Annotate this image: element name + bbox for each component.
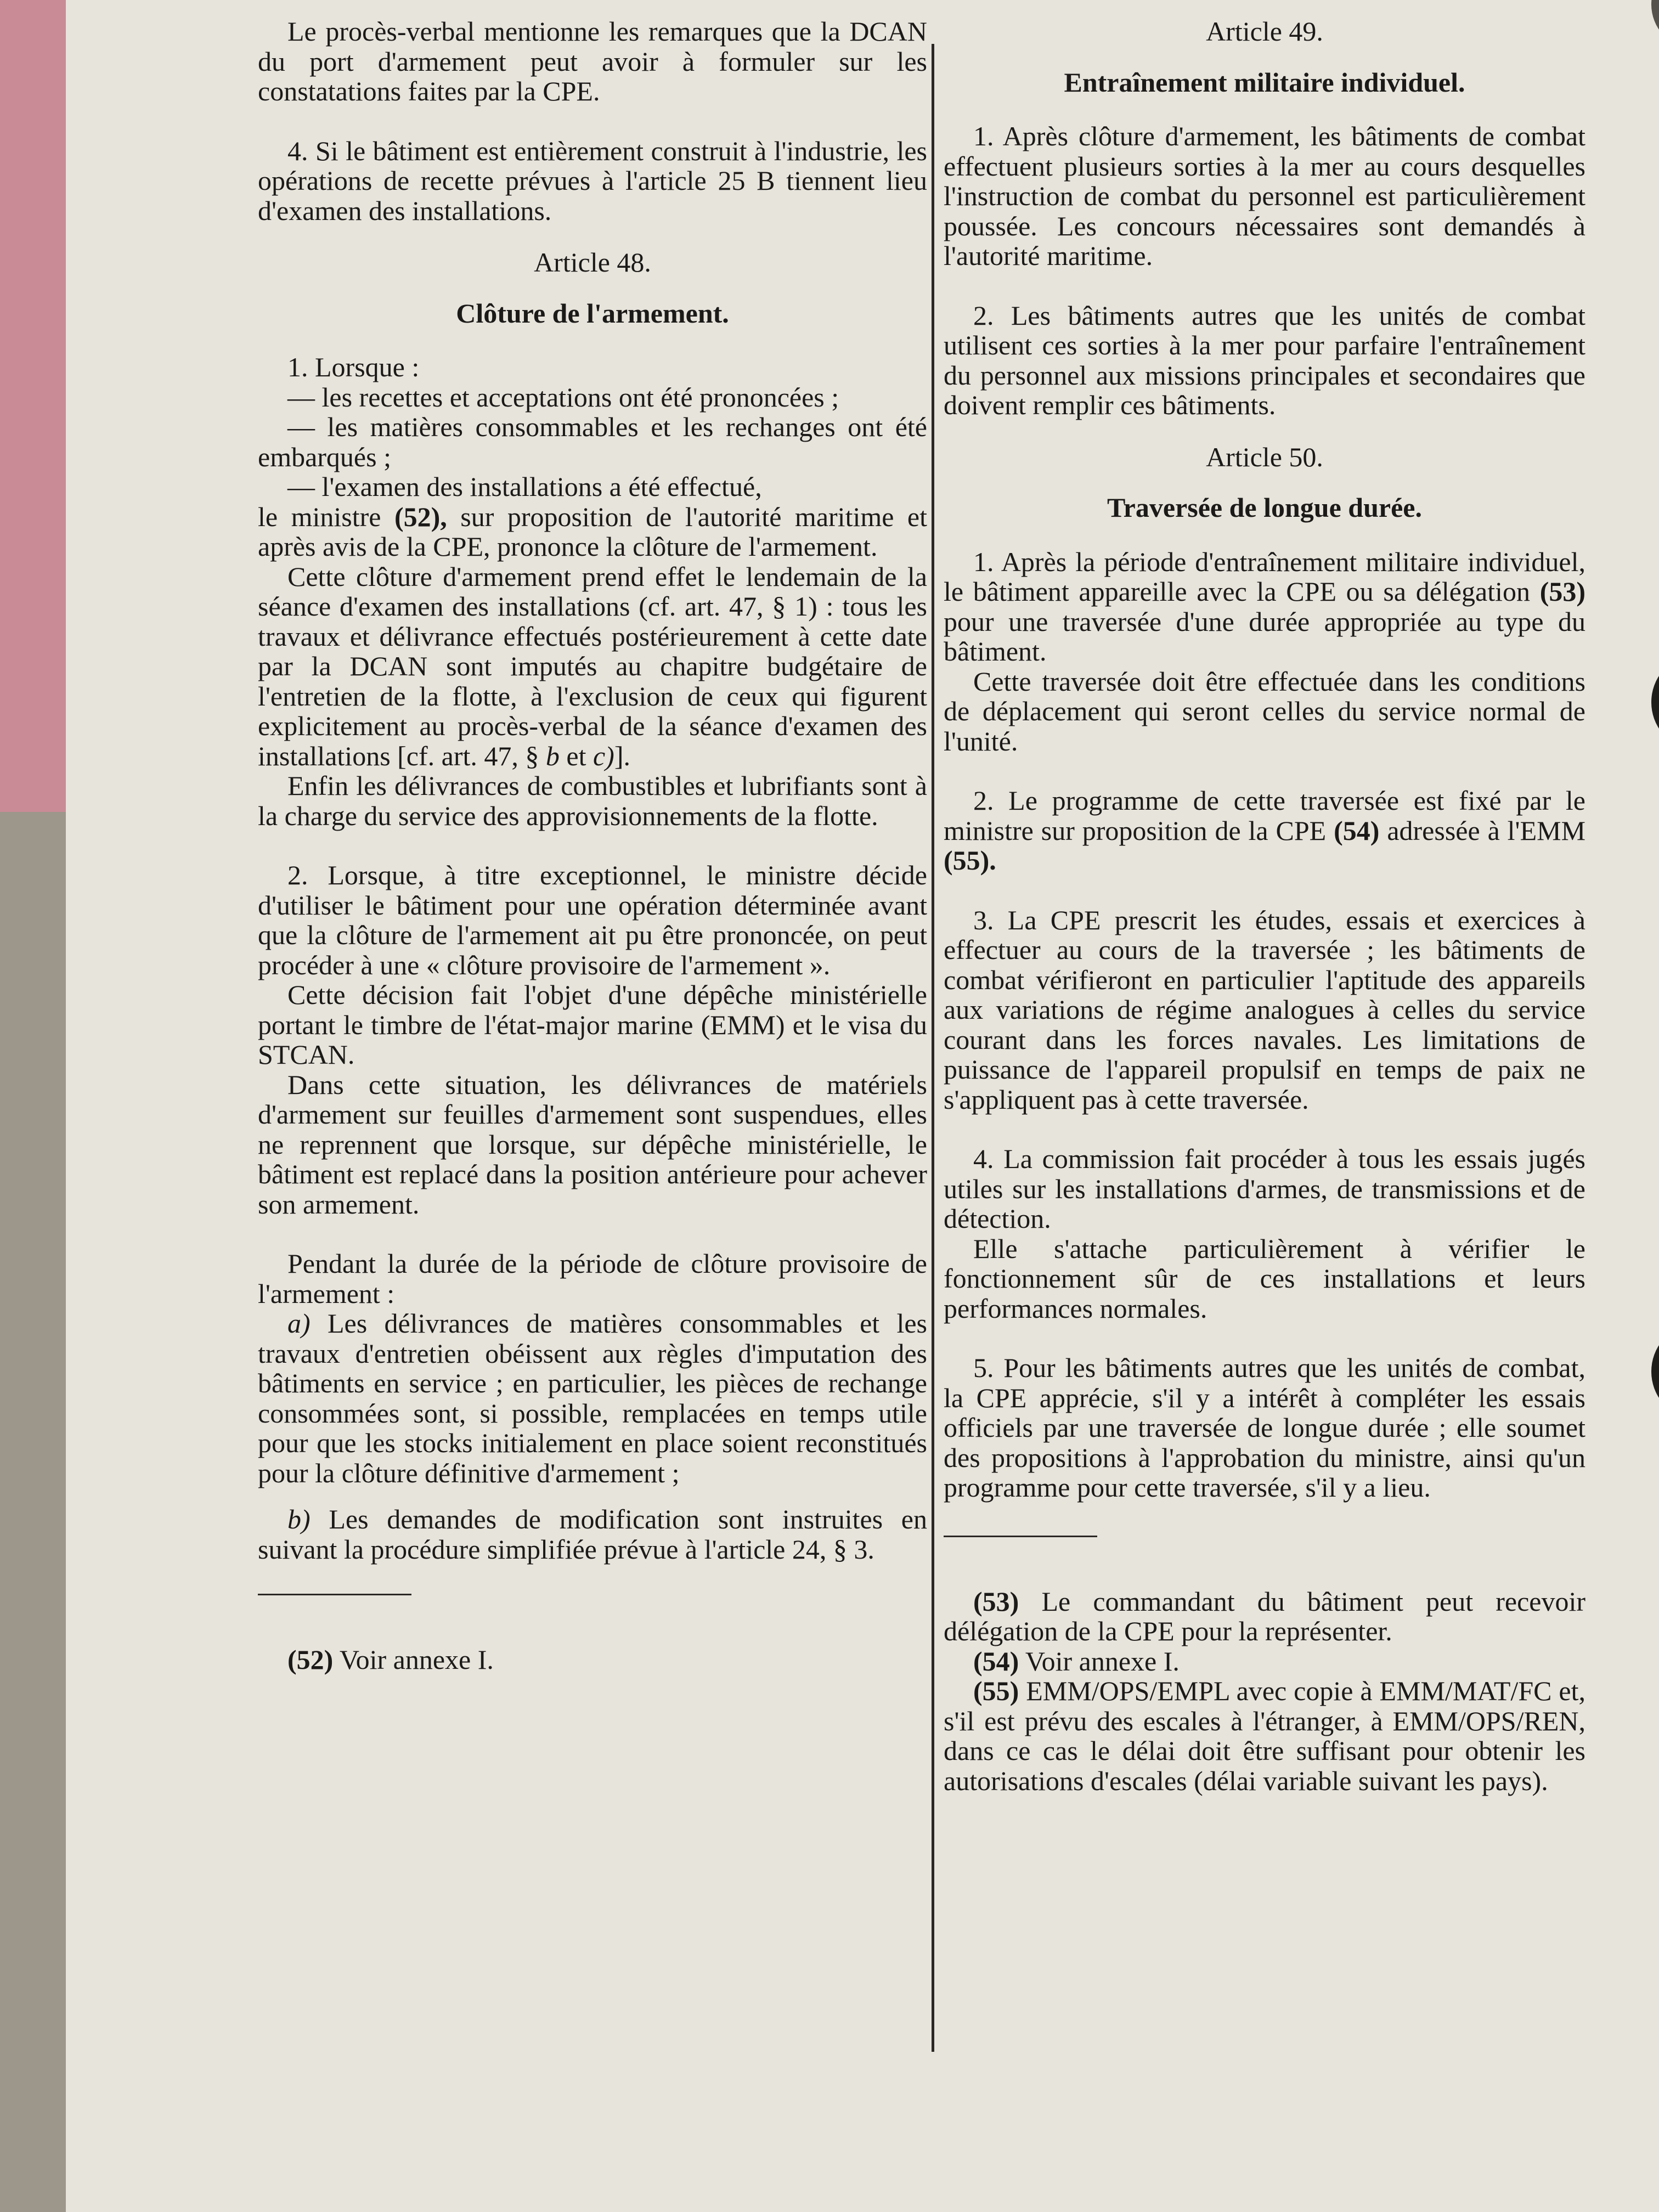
paragraph: 1. Lorsque : — [287, 352, 420, 382]
footnote-ref-53: (53) — [1539, 576, 1585, 607]
footnote-55 — [944, 1676, 1585, 1796]
paragraph: 4. La commission fait procéder à tous les essais jugés utiles sur les installations d'armes, de transmissions et de détection. — [944, 1143, 1585, 1234]
footnote-54 — [944, 1646, 1585, 1677]
paragraph: 3. La CPE prescrit les études, essais et exercices à effectuer au cours de la traversée ; les bâtiments de combat vérifieront en particulier l'aptitude des appareils aux variations de régime analogues à celles du service courant dans les forces navales. Les limitations de puissance de l'appareil propulsif en temps de paix ne s'appliquent pas à cette traversée. — [944, 904, 1585, 1115]
document-page — [66, 0, 1659, 2212]
paragraph: Elle s'attache particulièrement à vérifier le fonctionnement sûr de ces installations et leurs performances normales. — [944, 1233, 1585, 1324]
paragraph — [944, 786, 1585, 876]
paragraph: Cette décision fait l'objet d'une dépêche ministérielle portant le timbre de l'état-major marine (EMM) et le visa du STCAN. — [258, 979, 927, 1070]
binder-hole — [1651, 658, 1659, 746]
article-48-heading: Clôture de l'armement. — [456, 297, 729, 329]
footnote-number: (54) — [973, 1645, 1019, 1677]
right-column — [944, 16, 1585, 1796]
paragraph: 2. Les bâtiments autres que les unités de combat utilisent ces sorties à la mer pour parfaire l'entraînement du personnel aux missions principales et secondaires que doivent remplir ces bâtiments. — [944, 300, 1585, 420]
article-50-title: Article 50. — [1206, 441, 1323, 472]
footnote-text: Voir annexe I. — [339, 1644, 494, 1675]
footnote-ref-54: (54) — [1334, 815, 1380, 846]
text-run: ]. — [614, 740, 630, 771]
paragraph: 2. Lorsque, à titre exceptionnel, le ministre décide d'utiliser le bâtiment pour une opération déterminée avant que la clôture de l'armement ait pu être prononcée, on peut procéder à une « clôture provisoire de l'armement ». — [258, 860, 927, 980]
footnote-ref-55: (55). — [944, 845, 996, 876]
footnote-rule — [258, 1594, 411, 1595]
text-run: Les demandes de modification sont instruites en suivant la procédure simplifiée prévue à l'article 24, § 3. — [258, 1504, 928, 1565]
paragraph: 1. Après clôture d'armement, les bâtiments de combat effectuent plusieurs sorties à la mer au cours desquelles l'instruction de combat du personnel est particulièrement poussée. Les concours nécessaires sont demandés à l'autorité maritime. — [944, 121, 1585, 271]
column-divider — [932, 44, 934, 2052]
paragraph: Cette traversée doit être effectuée dans les conditions de déplacement qui seront celles du service normal de l'unité. — [944, 665, 1585, 757]
footnote-53 — [944, 1587, 1585, 1646]
background-surface — [0, 812, 66, 2212]
article-49-heading: Entraînement militaire individuel. — [1064, 66, 1465, 98]
text-run: pour une traversée d'une durée appropriée au type du bâtiment. — [944, 606, 1585, 667]
paragraph — [258, 1308, 927, 1488]
text-run: et — [566, 740, 586, 771]
paragraph — [944, 547, 1585, 667]
text-run: adressée à l'EMM — [1387, 815, 1586, 846]
article-49-title: Article 49. — [1206, 16, 1323, 47]
paragraph — [258, 502, 927, 562]
binder-ring — [1651, 0, 1659, 47]
list-item: — les recettes et acceptations ont été prononcées ; — [287, 381, 839, 413]
footnote-number: (53) — [973, 1585, 1019, 1617]
text-run: 2. Le programme de cette traversée est fixé par le ministre sur proposition de la CPE — [944, 785, 1585, 846]
paragraph: Dans cette situation, les délivrances de matériels d'armement sur feuilles d'armement sont suspendues, elles ne reprennent que lorsque, sur dépêche ministérielle, le bâtiment est replacé dans la position antérieure pour achever son armement. — [258, 1069, 927, 1220]
text-run: Les délivrances de matières consommables et les travaux d'entretien obéissent aux règles d'imputation des bâtiments en service ; en particulier, les pièces de rechange consommées sont, si possible, remplacées en temps utile pour que les stocks initialement en place soient reconstitués pour la clôture définitive d'armement ; — [258, 1308, 928, 1488]
list-item: — l'examen des installations a été effectué, — [287, 471, 762, 502]
footnote-text: EMM/OPS/EMPL avec copie à EMM/MAT/FC et, s'il est prévu des escales à l'étranger, à EMM/OPS/REN, dans ce cas le délai doit être suffisant pour obtenir les autorisations d'escales (délai variable suivant les pays). — [944, 1675, 1585, 1796]
text-run: le ministre — [258, 501, 381, 532]
article-48-title: Article 48. — [534, 247, 651, 278]
list-label: b) — [287, 1504, 311, 1534]
left-column — [258, 16, 927, 1675]
text-run: c) — [592, 740, 614, 771]
paragraph: 5. Pour les bâtiments autres que les unités de combat, la CPE apprécie, s'il y a intérêt à compléter les essais officiels par une traversée de longue durée ; elle soumet des propositions à l'approbation du ministre, ainsi qu'un programme pour cette traversée, s'il y a lieu. — [944, 1352, 1585, 1503]
paragraph: 4. Si le bâtiment est entièrement construit à l'industrie, les opérations de recette prévues à l'article 25 B tiennent lieu d'examen des installations. — [258, 135, 927, 226]
text-run: b — [545, 740, 560, 771]
footnote-rule — [944, 1536, 1097, 1537]
footnote-text: Le commandant du bâtiment peut recevoir délégation de la CPE pour la représenter. — [944, 1585, 1586, 1646]
paragraph: Le procès-verbal mentionne les remarques que la DCAN du port d'armement peut avoir à formuler sur les constatations faites par la CPE. — [258, 16, 927, 106]
text-run: Cette clôture d'armement prend effet le lendemain de la séance d'examen des installations (cf. art. 47, § 1) : tous les travaux et délivrance effectués postérieurement à cette date par la DCAN sont imputés au chapitre budgétaire de l'entretien de la flotte, à l'exclusion de ceux qui figurent explicitement au procès-verbal de la séance d'examen des installations [cf. art. 47, § — [258, 561, 927, 771]
text-run: sur proposition de l'autorité maritime et après avis de la CPE, prononce la clôture de l'armement. — [258, 501, 928, 562]
paragraph: Pendant la durée de la période de clôture provisoire de l'armement : — [258, 1248, 927, 1309]
binder-hole — [1651, 1328, 1659, 1415]
paragraph — [258, 562, 927, 771]
article-50-heading: Traversée de longue durée. — [1107, 492, 1422, 523]
paragraph — [258, 1504, 927, 1564]
list-item: — les matières consommables et les rechanges ont été embarqués ; — [258, 411, 927, 472]
text-run: 1. Après la période d'entraînement militaire individuel, le bâtiment appareille avec la CPE ou sa délégation — [944, 546, 1585, 607]
footnote-text: Voir annexe I. — [1025, 1645, 1180, 1677]
footnote-52 — [258, 1645, 927, 1675]
paragraph: Enfin les délivrances de combustibles et lubrifiants sont à la charge du service des approvisionnements de la flotte. — [258, 770, 927, 831]
footnote-number: (55) — [973, 1675, 1019, 1706]
footnote-ref-52: (52), — [394, 501, 447, 532]
footnote-number: (52) — [287, 1644, 334, 1675]
list-label: a) — [287, 1308, 311, 1339]
